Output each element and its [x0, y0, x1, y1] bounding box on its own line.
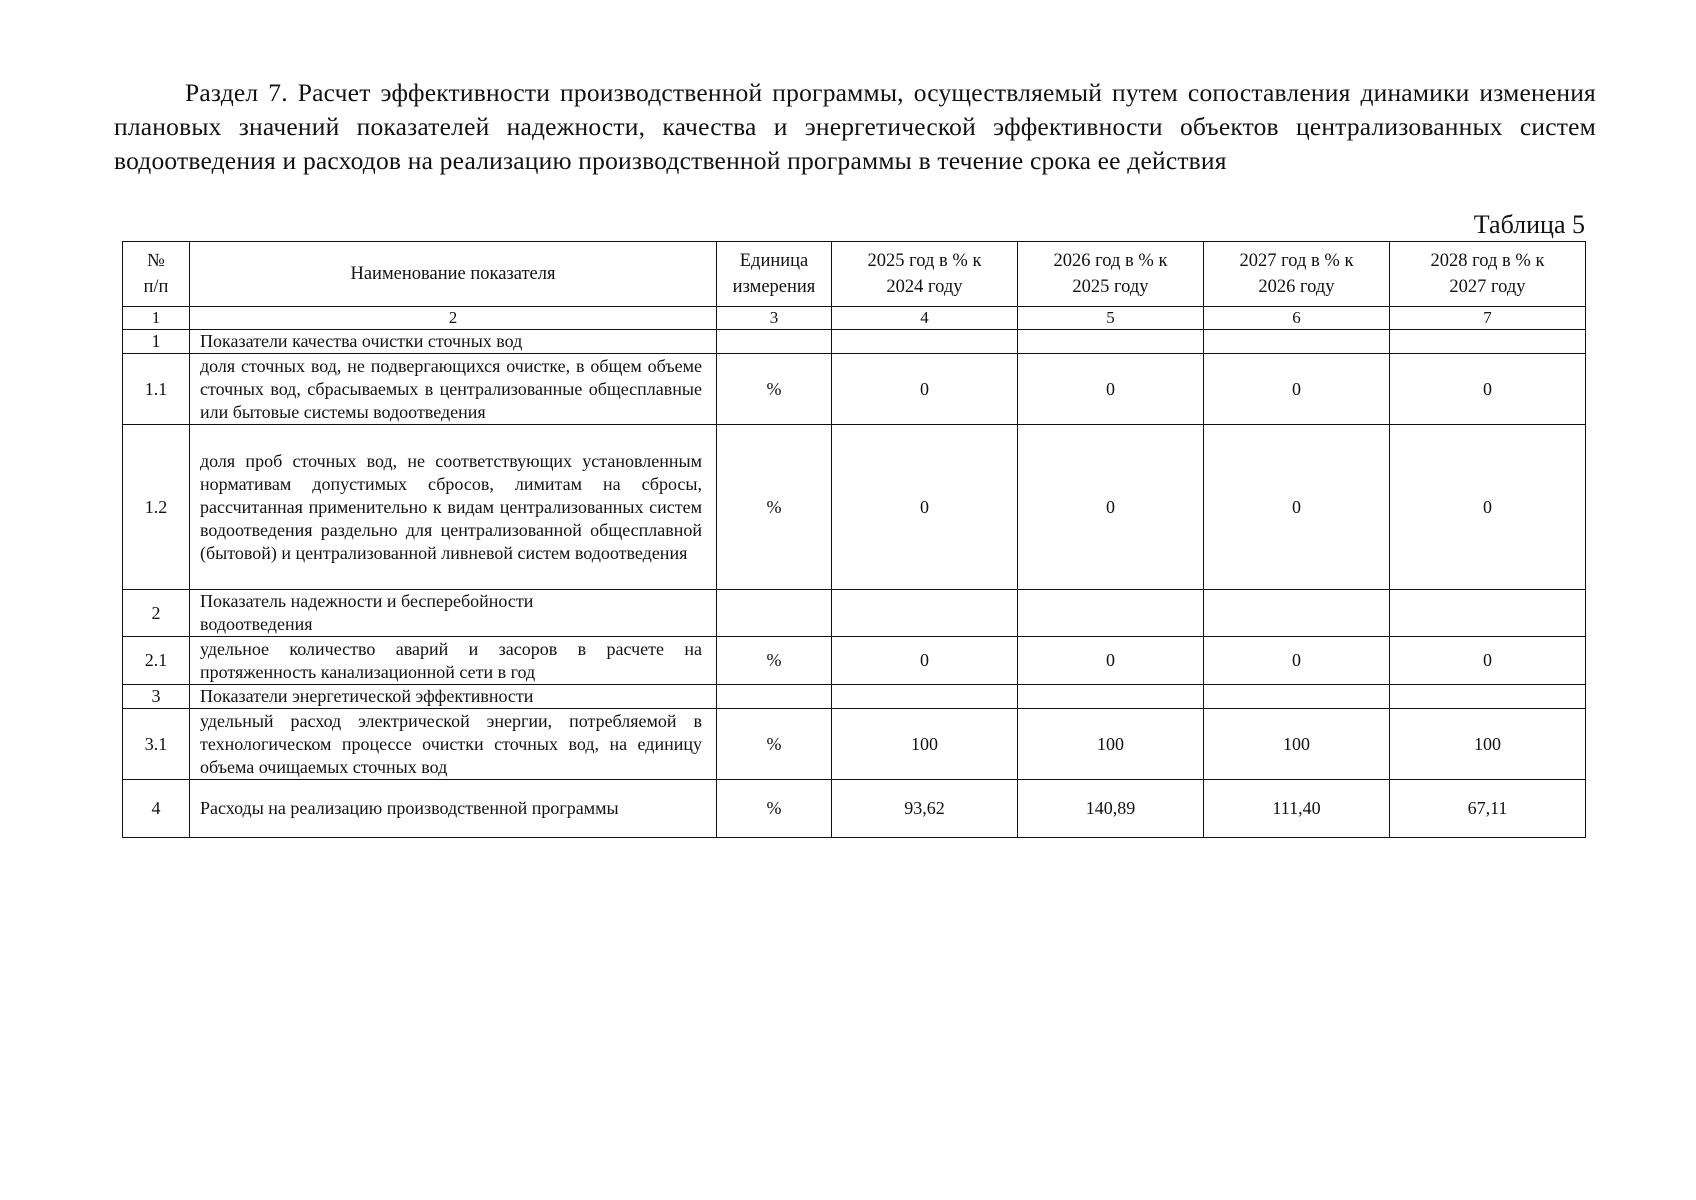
efficiency-table: [122, 241, 1586, 838]
row-number: 4: [123, 780, 190, 838]
value-2028: [1390, 590, 1586, 637]
indicator-name: удельное количество аварий и засоров в расчете на протяженность канализационной сети в год: [190, 637, 717, 685]
row-number: 3.1: [123, 709, 190, 780]
value-2027: 111,40: [1204, 780, 1390, 838]
value-2025: [832, 685, 1018, 709]
table-label: Таблица 5: [1473, 210, 1585, 239]
value-2026: 0: [1018, 354, 1204, 425]
unit-cell: %: [717, 709, 832, 780]
header-num: № п/п: [123, 242, 190, 307]
indicator-name: Показатели энергетической эффективности: [190, 685, 717, 709]
column-number: 7: [1390, 307, 1586, 330]
header-2028: 2028 год в % к 2027 году: [1390, 242, 1586, 307]
value-2028: 100: [1390, 709, 1586, 780]
value-2026: 140,89: [1018, 780, 1204, 838]
column-number: 1: [123, 307, 190, 330]
value-2027: 100: [1204, 709, 1390, 780]
header-2027: 2027 год в % к 2026 году: [1204, 242, 1390, 307]
table-row: [123, 425, 1586, 590]
value-2025: 0: [832, 425, 1018, 590]
row-number: 3: [123, 685, 190, 709]
value-2025: 93,62: [832, 780, 1018, 838]
header-row: [123, 242, 1586, 307]
table-row: [123, 637, 1586, 685]
column-number: 3: [717, 307, 832, 330]
unit-cell: [717, 590, 832, 637]
unit-cell: %: [717, 354, 832, 425]
value-2026: [1018, 330, 1204, 354]
value-2027: 0: [1204, 354, 1390, 425]
table-row: [123, 330, 1586, 354]
value-2027: [1204, 685, 1390, 709]
column-number-row: [123, 307, 1586, 330]
column-number: 2: [190, 307, 717, 330]
indicator-name: доля проб сточных вод, не соответствующих установленным нормативам допустимых сбросов, лимитам на сбросы, рассчитанная применительно к видам централизованных систем водоотведения раздельно для централизованной общесплавной (бытовой) и централизованной ливневой систем водоотведения: [190, 425, 717, 590]
table-row: [123, 780, 1586, 838]
row-number: 1.2: [123, 425, 190, 590]
value-2028: 0: [1390, 637, 1586, 685]
row-number: 1: [123, 330, 190, 354]
value-2028: [1390, 330, 1586, 354]
value-2027: [1204, 330, 1390, 354]
value-2026: [1018, 685, 1204, 709]
indicator-name: Показатель надежности и бесперебойности водоотведения: [190, 590, 717, 637]
value-2028: [1390, 685, 1586, 709]
value-2025: [832, 590, 1018, 637]
row-number: 2.1: [123, 637, 190, 685]
value-2026: 0: [1018, 425, 1204, 590]
column-number: 4: [832, 307, 1018, 330]
value-2027: 0: [1204, 425, 1390, 590]
value-2025: 0: [832, 354, 1018, 425]
value-2025: [832, 330, 1018, 354]
unit-cell: %: [717, 637, 832, 685]
table-row: [123, 590, 1586, 637]
column-number: 6: [1204, 307, 1390, 330]
unit-cell: [717, 685, 832, 709]
indicator-name: удельный расход электрической энергии, потребляемой в технологическом процессе очистки сточных вод, на единицу объема очищаемых сточных вод: [190, 709, 717, 780]
value-2025: 0: [832, 637, 1018, 685]
header-name: Наименование показателя: [190, 242, 717, 307]
table-row: [123, 354, 1586, 425]
column-number: 5: [1018, 307, 1204, 330]
header-unit: Единица измерения: [717, 242, 832, 307]
table-row: [123, 685, 1586, 709]
table-row: [123, 709, 1586, 780]
row-number: 1.1: [123, 354, 190, 425]
indicator-name: Показатели качества очистки сточных вод: [190, 330, 717, 354]
value-2028: 0: [1390, 354, 1586, 425]
header-2025: 2025 год в % к 2024 году: [832, 242, 1018, 307]
unit-cell: [717, 330, 832, 354]
value-2028: 0: [1390, 425, 1586, 590]
unit-cell: %: [717, 425, 832, 590]
indicator-name: доля сточных вод, не подвергающихся очистке, в общем объеме сточных вод, сбрасываемых в централизованные общесплавные или бытовые системы водоотведения: [190, 354, 717, 425]
header-2026: 2026 год в % к 2025 году: [1018, 242, 1204, 307]
row-number: 2: [123, 590, 190, 637]
unit-cell: %: [717, 780, 832, 838]
value-2027: [1204, 590, 1390, 637]
indicator-name: Расходы на реализацию производственной программы: [190, 780, 717, 838]
value-2026: 0: [1018, 637, 1204, 685]
value-2028: 67,11: [1390, 780, 1586, 838]
section-heading: Раздел 7. Расчет эффективности производственной программы, осуществляемый путем сопоставления динамики изменения плановых значений показателей надежности, качества и энергетической эффективности объектов централизованных систем водоотведения и расходов на реализацию производственной программы в течение срока ее действия: [114, 78, 1596, 175]
value-2026: 100: [1018, 709, 1204, 780]
value-2027: 0: [1204, 637, 1390, 685]
value-2025: 100: [832, 709, 1018, 780]
value-2026: [1018, 590, 1204, 637]
